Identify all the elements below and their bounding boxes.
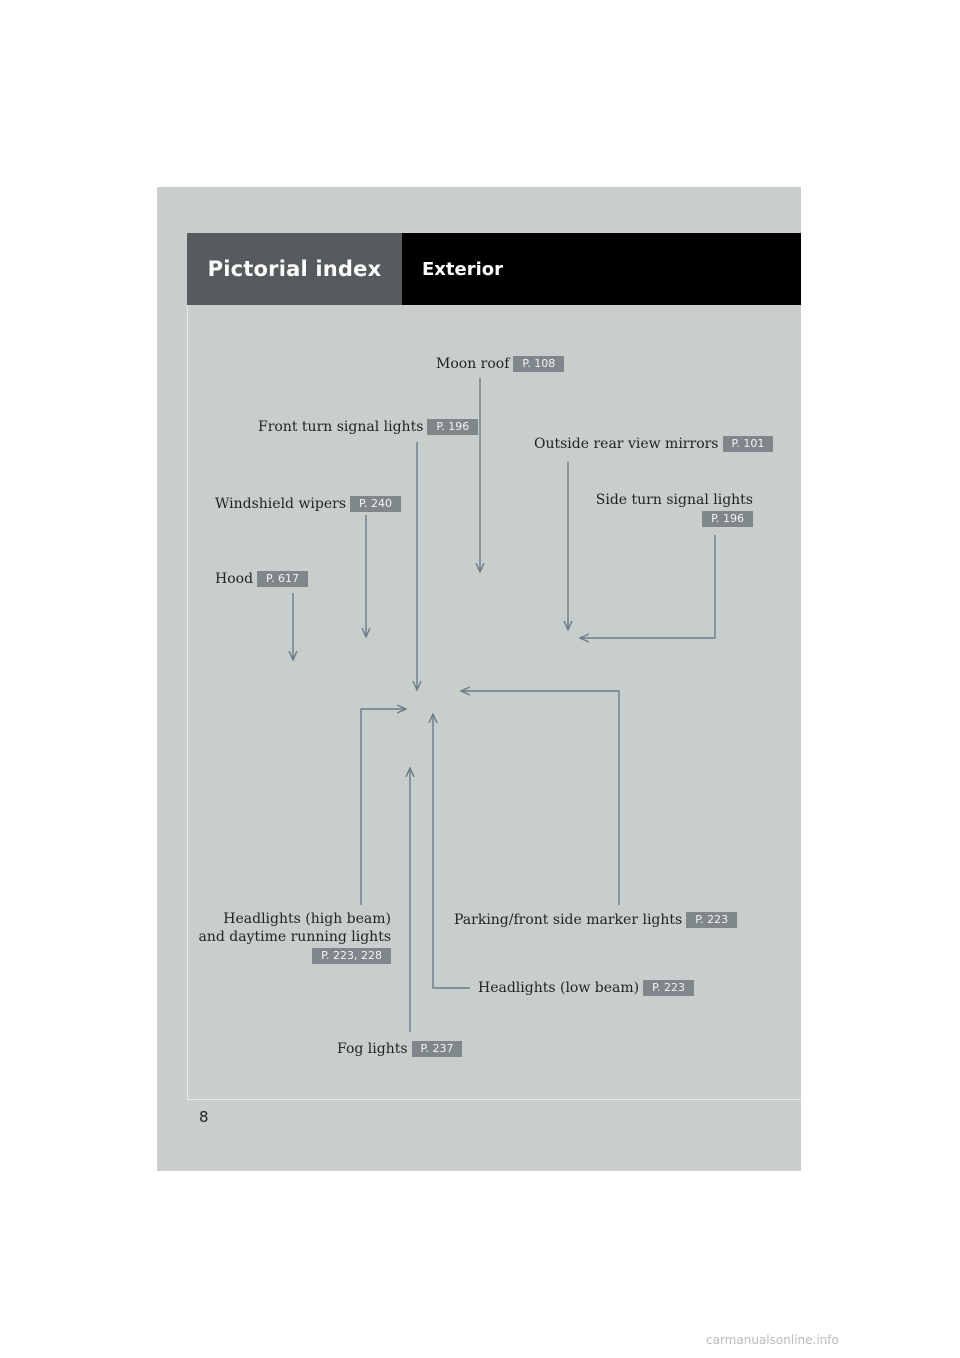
callout-headlights-low-beam [478,979,694,997]
parking-light-line [461,691,619,905]
callout-label-line2: and daytime running lights [198,929,391,945]
callout-moon-roof [436,355,564,373]
page-number: 8 [199,1108,209,1126]
callout-label: Side turn signal lights [595,492,753,508]
callout-fog-lights [337,1040,462,1058]
page-ref-badge[interactable]: P. 223, 228 [312,948,391,964]
callout-label: Front turn signal lights [258,419,424,435]
callout-front-turn-signal-lights [258,418,478,436]
callout-parking-front-side-marker-lights [454,911,737,929]
callout-headlights-high-beam [199,910,392,964]
callout-label: Headlights (low beam) [478,980,640,996]
callout-hood [215,570,308,588]
callout-label: Windshield wipers [215,496,347,512]
page-ref-badge[interactable]: P. 196 [427,419,478,435]
page-ref-badge[interactable]: P. 108 [513,356,564,372]
section-title: Pictorial index [187,233,402,305]
page-ref-badge[interactable]: P. 240 [350,496,401,512]
callout-label: Moon roof [436,356,510,372]
callout-label: Fog lights [337,1041,408,1057]
page-ref-badge[interactable]: P. 196 [702,511,753,527]
callout-label: Parking/front side marker lights [454,912,683,928]
callout-windshield-wipers [215,495,401,513]
high-beam-line [361,709,406,905]
callout-label-line1: Headlights (high beam) [223,911,391,927]
page-ref-badge[interactable]: P. 237 [412,1041,463,1057]
subsection-title: Exterior [402,233,801,305]
side-turn-signal-line [580,535,715,638]
callout-outside-rear-view-mirrors [534,435,773,453]
callout-side-turn-signal-lights [596,491,753,527]
page-ref-badge[interactable]: P. 223 [643,980,694,996]
callout-label: Outside rear view mirrors [534,436,719,452]
low-beam-line [433,714,470,988]
page-ref-badge[interactable]: P. 223 [686,912,737,928]
page-ref-badge[interactable]: P. 617 [257,571,308,587]
page-ref-badge[interactable]: P. 101 [723,436,774,452]
watermark: carmanualsonline.info [706,1333,839,1347]
callout-label: Hood [215,571,254,587]
